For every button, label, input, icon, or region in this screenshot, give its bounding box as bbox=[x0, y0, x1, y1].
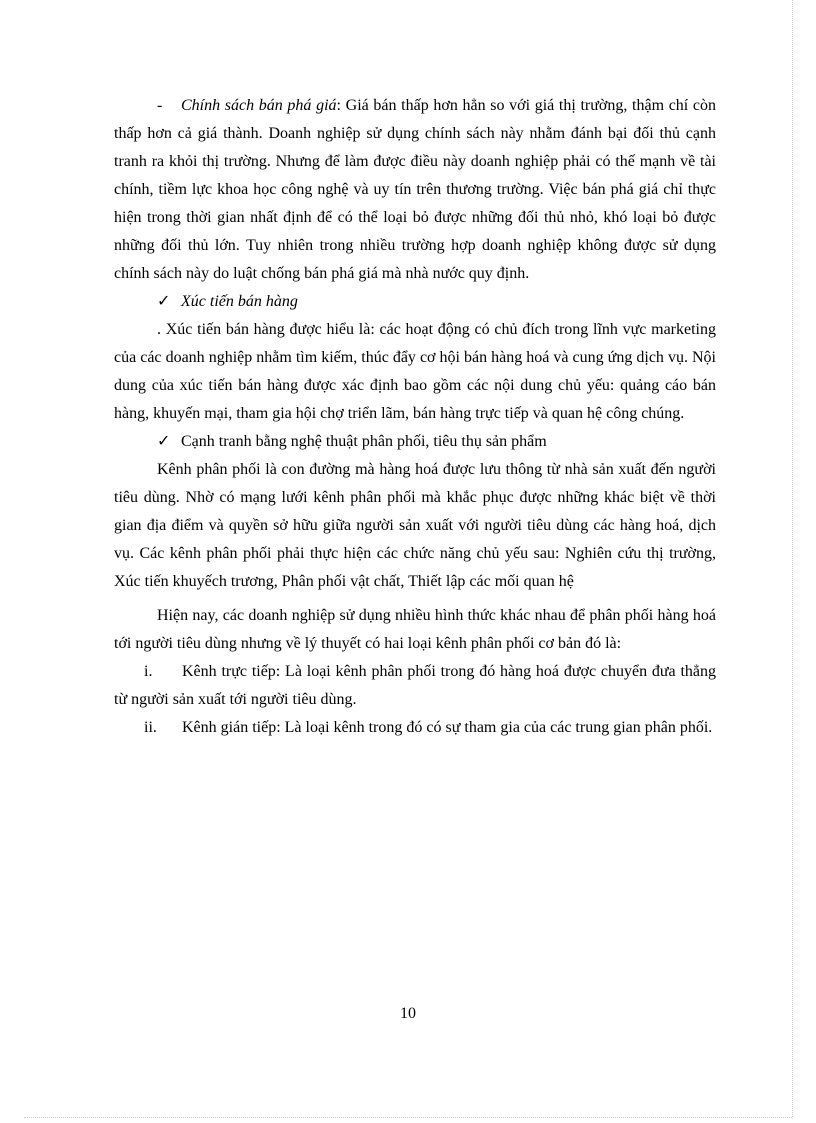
heading-sales-promotion-text: Xúc tiến bán hàng bbox=[181, 293, 298, 310]
direct-channel-text: Kênh trực tiếp: Là loại kênh phân phối trong đó hàng hoá được chuyển đưa thẳng từ người sản xuất tới người tiêu dùng. bbox=[114, 663, 716, 708]
dash-bullet: - bbox=[157, 97, 163, 114]
heading-sales-promotion bbox=[114, 288, 716, 316]
heading-distribution-text: Cạnh tranh bằng nghệ thuật phân phối, tiêu thụ sản phẩm bbox=[181, 433, 547, 450]
heading-distribution bbox=[114, 428, 716, 456]
paragraph-channel-types: Hiện nay, các doanh nghiệp sử dụng nhiều hình thức khác nhau để phân phối hàng hoá tới người tiêu dùng nhưng về lý thuyết có hai loại kênh phân phối cơ bản đó là: bbox=[114, 607, 716, 652]
paragraph-dumping-policy bbox=[114, 92, 716, 288]
indirect-channel-text: Kênh gián tiếp: Là loại kênh trong đó có sự tham gia của các trung gian phân phối. bbox=[182, 719, 713, 736]
page-bottom-border bbox=[24, 1117, 792, 1118]
checkmark-icon: ✓ bbox=[157, 433, 171, 450]
list-item-direct-channel bbox=[114, 658, 716, 714]
checkmark-icon: ✓ bbox=[157, 293, 171, 310]
dumping-policy-text: : Giá bán thấp hơn hẳn so với giá thị trường, thậm chí còn thấp hơn cả giá thành. Doanh nghiệp sử dụng chính sách này nhằm đánh bại đối thủ cạnh tranh ra khỏi thị trường. Nhưng để làm được điều này doanh nghiệp phải có thế mạnh về tài chính, tiềm lực khoa học công nghệ và uy tín trên thương trường. Việc bán phá giá chỉ thực hiện trong thời gian nhất định để có thể loại bỏ được những đối thủ nhỏ, khó loại bỏ được những đối thủ lớn. Tuy nhiên trong nhiều trường hợp doanh nghiệp không được sử dụng chính sách này do luật chống bán phá giá mà nhà nước quy định. bbox=[114, 97, 717, 282]
page-right-border bbox=[792, 0, 793, 1117]
roman-marker-ii: ii. bbox=[144, 719, 157, 736]
page-body bbox=[114, 92, 716, 742]
roman-marker-i: i. bbox=[144, 663, 153, 680]
paragraph-distribution-channel: Kênh phân phối là con đường mà hàng hoá được lưu thông từ nhà sản xuất đến người tiêu dùng. Nhờ có mạng lưới kênh phân phối mà khắc phục được những khác biệt về thời gian địa điểm và quyền sở hữu giữa người sản xuất với người tiêu dùng các hàng hoá, dịch vụ. Các kênh phân phối phải thực hiện các chức năng chủ yếu sau: Nghiên cứu thị trường, Xúc tiến khuyếch trương, Phân phối vật chất, Thiết lập các mối quan hệ bbox=[114, 461, 716, 590]
paragraph-sales-promotion: . Xúc tiến bán hàng được hiểu là: các hoạt động có chủ đích trong lĩnh vực marketing của các doanh nghiệp nhằm tìm kiếm, thúc đẩy cơ hội bán hàng hoá và cung ứng dịch vụ. Nội dung của xúc tiến bán hàng được xác định bao gồm các nội dung chủ yếu: quảng cáo bán hàng, khuyến mại, tham gia hội chợ triển lãm, bán hàng trực tiếp và quan hệ công chúng. bbox=[114, 321, 716, 422]
page-number: 10 bbox=[400, 1005, 416, 1022]
term-dumping-policy: Chính sách bán phá giá bbox=[181, 97, 337, 114]
list-item-indirect-channel bbox=[114, 714, 716, 742]
